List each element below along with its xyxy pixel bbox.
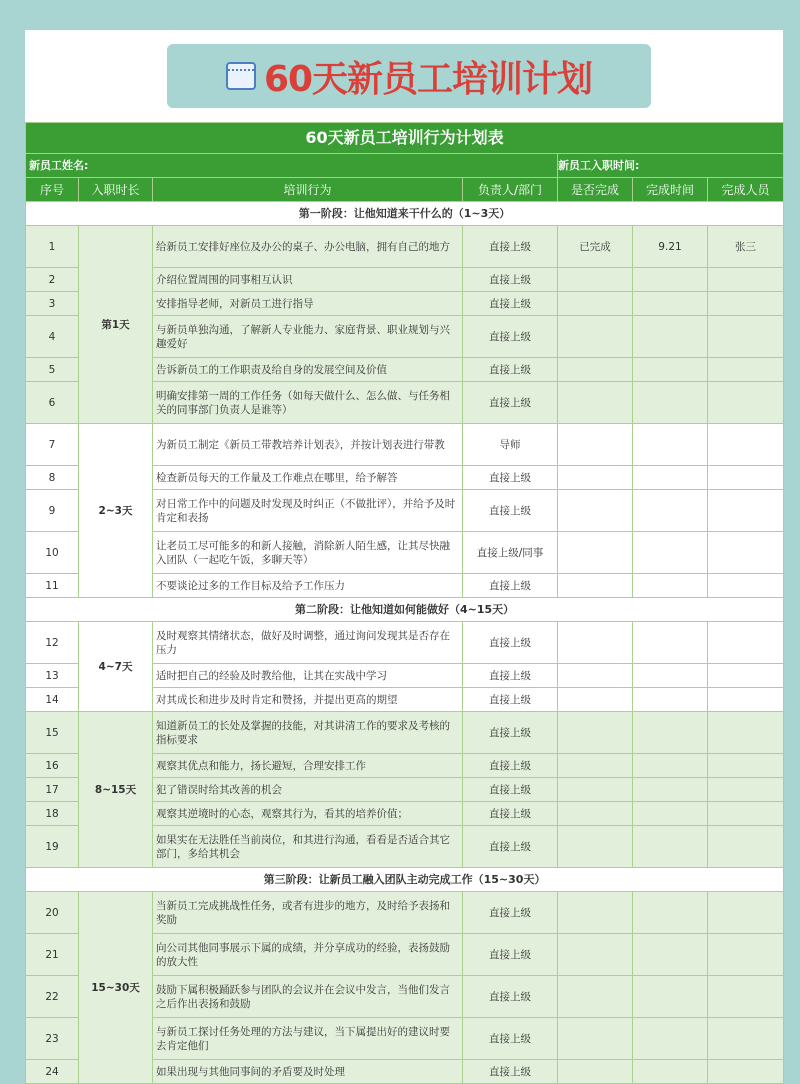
title-banner [167,44,651,108]
completion-time-cell [633,316,708,358]
completed-cell [558,490,633,532]
training-action: 如果实在无法胜任当前岗位，和其进行沟通，看看是否适合其它部门，多给其机会 [153,826,463,868]
column-header: 负责人/部门 [463,178,558,202]
completed-cell [558,1018,633,1060]
table-row [26,712,784,754]
table-row [26,622,784,664]
completed-by-cell [708,1060,784,1084]
row-number: 11 [26,574,79,598]
training-action: 知道新员工的长处及掌握的技能，对其讲清工作的要求及考核的指标要求 [153,712,463,754]
row-number: 13 [26,664,79,688]
completed-cell [558,892,633,934]
completed-by-cell [708,466,784,490]
row-number: 10 [26,532,79,574]
completed-by-cell [708,826,784,868]
row-number: 15 [26,712,79,754]
completed-cell [558,688,633,712]
training-action: 为新员工制定《新员工带教培养计划表》，并按计划表进行带教 [153,424,463,466]
owner-cell: 直接上级/同事 [463,532,558,574]
completion-time-cell [633,892,708,934]
owner-cell: 直接上级 [463,712,558,754]
row-number: 22 [26,976,79,1018]
row-number: 17 [26,778,79,802]
row-number: 4 [26,316,79,358]
completion-time-cell [633,424,708,466]
calendar-icon [226,62,256,90]
table-row [26,892,784,934]
completed-cell [558,358,633,382]
completed-cell [558,382,633,424]
completed-by-cell [708,490,784,532]
column-header: 是否完成 [558,178,633,202]
completed-by-cell [708,688,784,712]
phase-title: 第三阶段：让新员工融入团队主动完成工作（15~30天） [26,868,784,892]
owner-cell: 直接上级 [463,802,558,826]
training-action: 对其成长和进步及时肯定和赞扬，并提出更高的期望 [153,688,463,712]
row-number: 19 [26,826,79,868]
completion-time-cell [633,358,708,382]
phase-title: 第二阶段：让他知道如何能做好（4~15天） [26,598,784,622]
completion-time-cell [633,574,708,598]
page-title: 60天新员工培训计划 [263,58,593,100]
completion-time-cell [633,688,708,712]
completed-by-cell [708,934,784,976]
owner-cell: 直接上级 [463,934,558,976]
completed-cell [558,466,633,490]
completed-cell [558,802,633,826]
name-label: 新员工姓名: [26,154,558,178]
row-number: 9 [26,490,79,532]
completed-cell [558,826,633,868]
row-number: 1 [26,226,79,268]
completion-time-cell [633,826,708,868]
training-action: 犯了错误时给其改善的机会 [153,778,463,802]
training-action: 观察其优点和能力，扬长避短，合理安排工作 [153,754,463,778]
owner-cell: 直接上级 [463,826,558,868]
training-action: 观察其逆境时的心态，观察其行为，看其的培养价值； [153,802,463,826]
completed-cell [558,712,633,754]
column-header: 完成时间 [633,178,708,202]
training-action: 对日常工作中的问题及时发现及时纠正（不做批评），并给予及时肯定和表扬 [153,490,463,532]
duration-cell: 8~15天 [79,712,153,868]
owner-cell: 直接上级 [463,490,558,532]
completion-time-cell [633,934,708,976]
completed-by-cell [708,778,784,802]
row-number: 20 [26,892,79,934]
join-date-label: 新员工入职时间: [558,154,784,178]
owner-cell: 直接上级 [463,976,558,1018]
phase-row [26,868,784,892]
row-number: 21 [26,934,79,976]
training-action: 向公司其他同事展示下属的成绩，并分享成功的经验，表扬鼓励的放大性 [153,934,463,976]
completed-cell [558,574,633,598]
completion-time-cell [633,268,708,292]
completed-cell: 已完成 [558,226,633,268]
owner-cell: 直接上级 [463,268,558,292]
completed-by-cell [708,802,784,826]
completion-time-cell [633,712,708,754]
duration-cell: 4~7天 [79,622,153,712]
row-number: 14 [26,688,79,712]
completed-by-cell [708,292,784,316]
owner-cell: 直接上级 [463,466,558,490]
completed-by-cell [708,532,784,574]
completed-by-cell: 张三 [708,226,784,268]
completion-time-cell [633,382,708,424]
owner-cell: 直接上级 [463,1060,558,1084]
training-action: 介绍位置周围的同事相互认识 [153,268,463,292]
row-number: 18 [26,802,79,826]
completed-cell [558,532,633,574]
owner-cell: 直接上级 [463,382,558,424]
training-action: 给新员工安排好座位及办公的桌子、办公电脑，拥有自己的地方 [153,226,463,268]
completed-cell [558,754,633,778]
duration-cell: 15~30天 [79,892,153,1084]
owner-cell: 直接上级 [463,754,558,778]
training-action: 适时把自己的经验及时教给他，让其在实战中学习 [153,664,463,688]
training-action: 告诉新员工的工作职责及给自身的发展空间及价值 [153,358,463,382]
phase-row [26,202,784,226]
training-action: 安排指导老师，对新员工进行指导 [153,292,463,316]
completed-cell [558,976,633,1018]
owner-cell: 直接上级 [463,622,558,664]
owner-cell: 直接上级 [463,316,558,358]
table-row [26,424,784,466]
column-header: 序号 [26,178,79,202]
row-number: 3 [26,292,79,316]
completed-cell [558,664,633,688]
owner-cell: 直接上级 [463,688,558,712]
column-header: 完成人员 [708,178,784,202]
completed-by-cell [708,382,784,424]
phase-row [26,598,784,622]
owner-cell: 直接上级 [463,292,558,316]
owner-cell: 直接上级 [463,892,558,934]
completion-time-cell [633,802,708,826]
completed-cell [558,424,633,466]
plan-card [25,30,783,1078]
completed-by-cell [708,424,784,466]
training-action: 与新员单独沟通，了解新人专业能力、家庭背景、职业规划与兴趣爱好 [153,316,463,358]
row-number: 8 [26,466,79,490]
completed-by-cell [708,574,784,598]
training-action: 检查新员每天的工作量及工作难点在哪里，给予解答 [153,466,463,490]
completed-by-cell [708,712,784,754]
completion-time-cell [633,622,708,664]
completed-by-cell [708,892,784,934]
completion-time-cell [633,778,708,802]
training-action: 与新员工探讨任务处理的方法与建议，当下属提出好的建议时要去肯定他们 [153,1018,463,1060]
owner-cell: 直接上级 [463,1018,558,1060]
owner-cell: 导师 [463,424,558,466]
row-number: 12 [26,622,79,664]
completed-cell [558,934,633,976]
completed-by-cell [708,316,784,358]
completion-time-cell [633,292,708,316]
row-number: 23 [26,1018,79,1060]
completed-by-cell [708,358,784,382]
completion-time-cell [633,754,708,778]
completed-cell [558,1060,633,1084]
completed-cell [558,622,633,664]
training-action: 如果出现与其他同事间的矛盾要及时处理 [153,1060,463,1084]
completed-by-cell [708,976,784,1018]
row-number: 7 [26,424,79,466]
row-number: 24 [26,1060,79,1084]
completed-cell [558,268,633,292]
training-action: 让老员工尽可能多的和新人接触，消除新人陌生感，让其尽快融入团队（一起吃午饭，多聊天等） [153,532,463,574]
completion-time-cell: 9.21 [633,226,708,268]
owner-cell: 直接上级 [463,226,558,268]
owner-cell: 直接上级 [463,574,558,598]
duration-cell: 第1天 [79,226,153,424]
completion-time-cell [633,490,708,532]
completion-time-cell [633,664,708,688]
completion-time-cell [633,466,708,490]
training-action: 及时观察其情绪状态，做好及时调整，通过询问发现其是否存在压力 [153,622,463,664]
completed-cell [558,316,633,358]
training-action: 明确安排第一周的工作任务（如每天做什么、怎么做、与任务相关的同事部门负责人是谁等） [153,382,463,424]
column-header: 入职时长 [79,178,153,202]
row-number: 5 [26,358,79,382]
completed-by-cell [708,664,784,688]
owner-cell: 直接上级 [463,778,558,802]
duration-cell: 2~3天 [79,424,153,598]
training-plan-table [25,122,784,1084]
column-header: 培训行为 [153,178,463,202]
owner-cell: 直接上级 [463,358,558,382]
completed-by-cell [708,268,784,292]
owner-cell: 直接上级 [463,664,558,688]
completion-time-cell [633,1060,708,1084]
completed-by-cell [708,622,784,664]
phase-title: 第一阶段：让他知道来干什么的（1~3天） [26,202,784,226]
completed-cell [558,778,633,802]
completed-by-cell [708,754,784,778]
row-number: 6 [26,382,79,424]
training-action: 当新员工完成挑战性任务，或者有进步的地方，及时给予表扬和奖励 [153,892,463,934]
row-number: 2 [26,268,79,292]
row-number: 16 [26,754,79,778]
training-action: 不要谈论过多的工作目标及给予工作压力 [153,574,463,598]
completion-time-cell [633,976,708,1018]
table-title: 60天新员工培训行为计划表 [26,123,784,154]
completed-cell [558,292,633,316]
training-action: 鼓励下属积极踊跃参与团队的会议并在会议中发言，当他们发言之后作出表扬和鼓励 [153,976,463,1018]
completion-time-cell [633,1018,708,1060]
completion-time-cell [633,532,708,574]
completed-by-cell [708,1018,784,1060]
table-row [26,226,784,268]
